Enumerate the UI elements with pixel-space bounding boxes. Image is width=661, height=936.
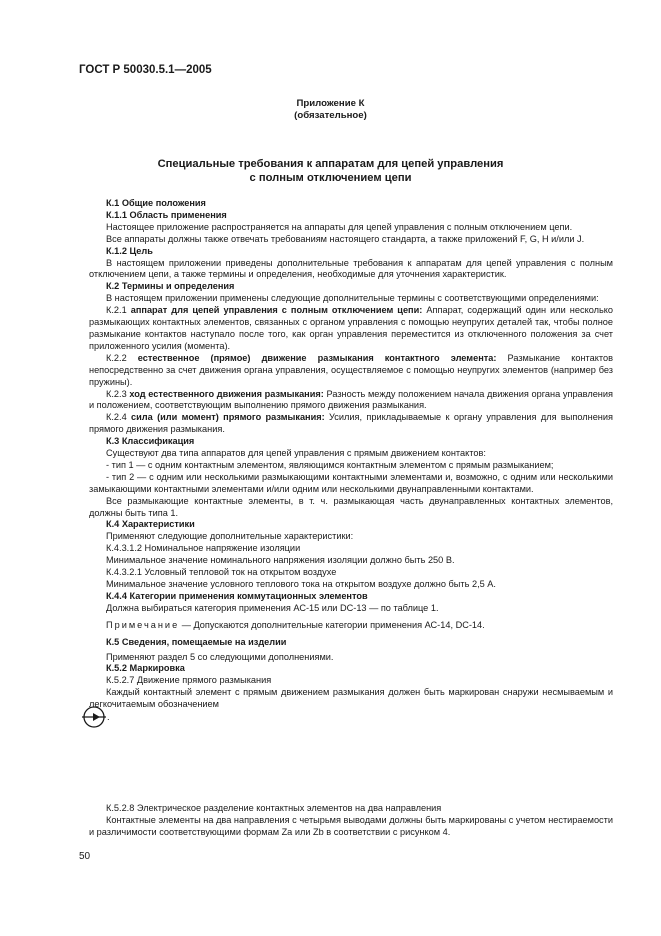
section-heading: К.4.4 Категории применения коммутационных элементов [106, 590, 368, 601]
section-heading: К.1 Общие положения [106, 198, 206, 208]
paragraph: Все аппараты должны также отвечать требованиям настоящего стандарта, а также приложений F, G, H и/или J. [106, 233, 585, 244]
section-heading: К.5.2 Маркировка [106, 663, 185, 674]
symbol-period: . [107, 712, 110, 723]
paragraph: Настоящее приложение распространяется на аппараты для цепей управления с полным отключением цепи. [106, 221, 573, 232]
definition-term: сила (или момент) прямого размыкания: [131, 412, 325, 423]
paragraph: Минимальное значение условного теплового тока на открытом воздухе должно быть 2,5 А. [106, 579, 496, 589]
note-label: Примечание [106, 619, 180, 630]
definition-k21 [89, 305, 613, 353]
note [89, 620, 613, 632]
paragraph: Минимальное значение номинального напряжения изоляции должно быть 250 В. [106, 555, 455, 566]
definition-number: К.2.2 [106, 352, 127, 363]
definition-term: ход естественного движения размыкания: [129, 388, 324, 399]
annex-title: Приложение К [296, 98, 365, 109]
definition-text: Разность между положением начала движения органа управления и положением, соответствующим выполнению прямого движения размыкания. [89, 388, 613, 411]
list-item: - тип 2 — с одним или несколькими размыкающими контактными элементами и, возможно, с одним или несколькими замыкающими контактными элементами и/или одним или несколькими двунаправленными контактами. [89, 471, 613, 494]
standard-header: ГОСТ Р 50030.5.1—2005 [79, 64, 212, 76]
page-number: 50 [79, 851, 91, 862]
annex-status: (обязательное) [294, 110, 367, 121]
paragraph: Применяют следующие дополнительные характеристики: [106, 531, 354, 542]
definition-text: Усилия, прикладываемые к органу управления для выполнения прямого движения размыкания. [89, 412, 613, 435]
paragraph: Контактные элементы на два направления с четырьмя выводами должны быть маркированы с учетом нестираемости и различимости соответствующими формам Za или Zb в соответствии с рисунком 4. [89, 814, 613, 837]
definition-term: аппарат для цепей управления с полным отключением цепи: [130, 305, 423, 316]
clause-item: К.5.2.8 Электрическое разделение контактных элементов на два направления [106, 803, 442, 813]
document-body [89, 198, 613, 711]
definition-number: К.2.3 [106, 388, 127, 399]
section-heading: К.4 Характеристики [106, 519, 195, 530]
section-heading: К.3 Классификация [106, 436, 195, 447]
paragraph: Должна выбираться категория применения АС-15 или DC-13 — по таблице 1. [106, 602, 439, 613]
paragraph: В настоящем приложении применены следующие дополнительные термины с соответствующими определениями: [106, 293, 599, 304]
paragraph-with-symbol [89, 687, 613, 711]
definition-number: К.2.4 [106, 412, 127, 423]
direct-opening-arrow-circle-icon [81, 706, 107, 728]
definition-number: К.2.1 [106, 305, 127, 316]
clause-item: К.4.3.2.1 Условный тепловой ток на открытом воздухе [106, 567, 337, 578]
definition-k24 [89, 412, 613, 436]
paragraph: Все размыкающие контактные элементы, в т. ч. размыкающая часть двунаправленных контактных элементов, должны быть типа 1. [89, 495, 613, 518]
paragraph: Применяют раздел 5 со следующими дополнениями. [106, 651, 334, 662]
section-heading: К.1.2 Цель [106, 245, 153, 256]
section-heading: К.2 Термины и определения [106, 281, 235, 292]
note-text: — Допускаются дополнительные категории применения АС-14, DC-14. [179, 619, 485, 630]
definition-k22 [89, 353, 613, 389]
definition-text: Размыкание контактов непосредственно за счет движения органа управления, осуществляемое с помощью неупругих элементов (например без пружины). [89, 352, 613, 387]
symbol-row [79, 706, 110, 728]
clause-item: К.5.2.7 Движение прямого размыкания [106, 675, 272, 686]
definition-text: Аппарат, содержащий один или несколько размыкающих контактных элементов, связанных с органом управления с помощью неупругих деталей так, чтобы полное размыкание контактов наступало после того, как орган управления переместится из отключенного положения за счет приложенного усилия (момента). [89, 305, 613, 351]
document-title-line2: с полным отключением цепи [249, 172, 412, 184]
section-heading: К.1.1 Область применения [106, 209, 227, 220]
paragraph: В настоящем приложении приведены дополнительные требования к аппаратам для цепей управления с полным отключением цепи, а также термины и определения, необходимые для уточнения характеристик. [89, 257, 613, 280]
paragraph: Существуют два типа аппаратов для цепей управления с прямым движением контактов: [106, 448, 486, 459]
document-title-line1: Специальные требования к аппаратам для цепей управления [157, 158, 504, 170]
definition-k23 [89, 389, 613, 413]
section-heading: К.5 Сведения, помещаемые на изделии [106, 636, 287, 647]
document-body-tail [89, 803, 613, 839]
definition-term: естественное (прямое) движение размыкания контактного элемента: [137, 352, 497, 363]
paragraph-text: Каждый контактный элемент с прямым движением размыкания должен быть маркирован снаружи несмываемым и легкочитаемым обозначением [89, 687, 613, 710]
clause-item: К.4.3.1.2 Номинальное напряжение изоляции [106, 543, 301, 554]
list-item: - тип 1 — с одним контактным элементом, являющимся контактным элементом с прямым размыканием; [106, 459, 554, 470]
